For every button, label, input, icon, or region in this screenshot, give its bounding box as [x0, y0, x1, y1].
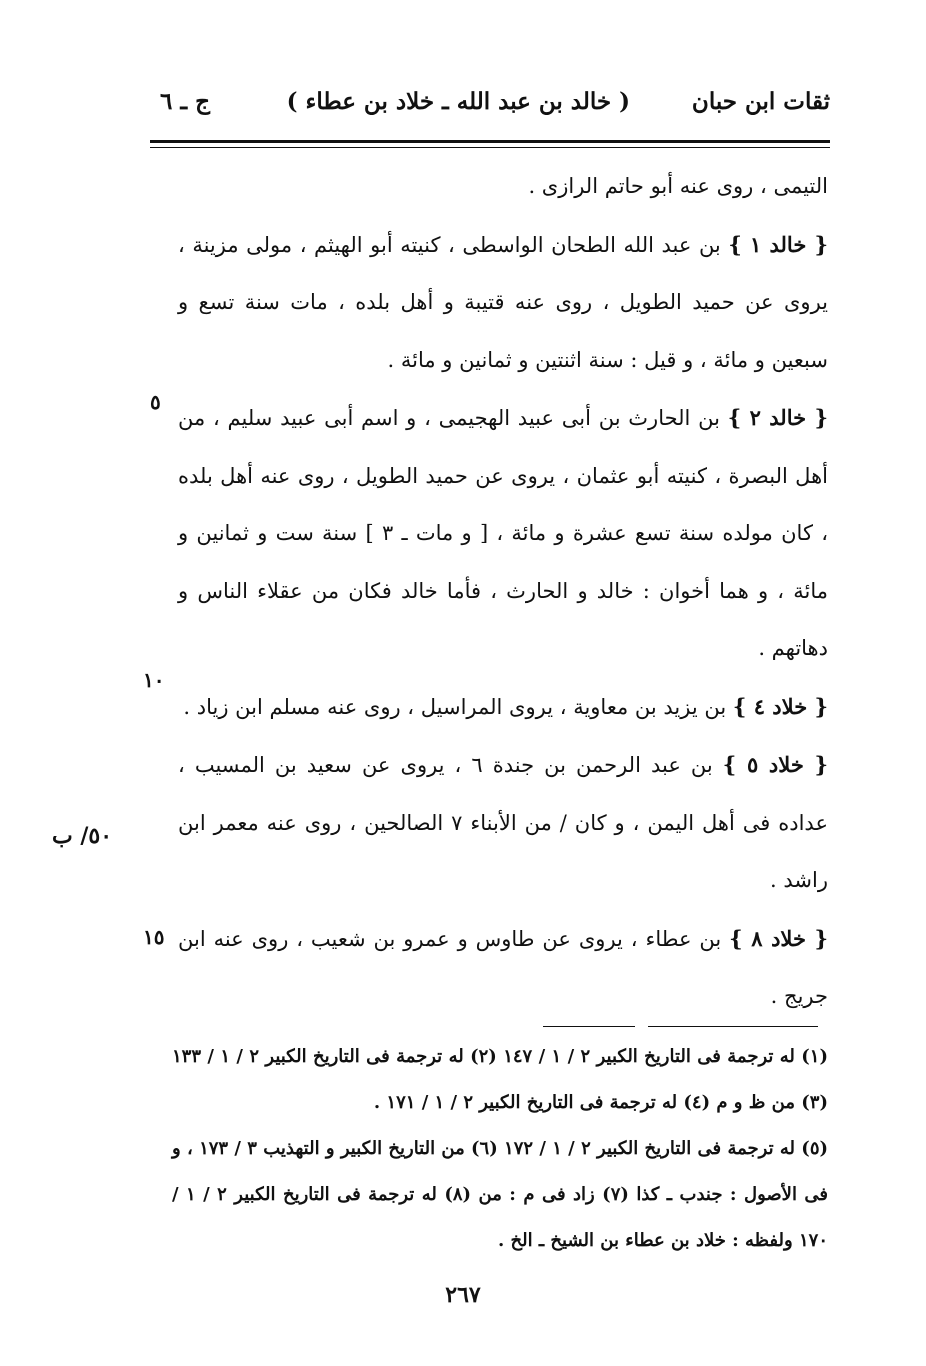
entry-heading: { خلاد ٥ }: [722, 752, 828, 777]
main-text: [178, 158, 828, 1026]
footnote-rule-2: [648, 1026, 818, 1027]
entry-text: بن عبد الله الطحان الواسطى ، كنيته أبو الهيثم ، مولى مزينة ، يروى عن حميد الطويل ، روى عنه قتيبة و أهل بلده ، مات سنة تسع و سبعين و مائة ، و قيل : سنة اثنتين و ثمانين و مائة .: [178, 232, 828, 372]
header-volume: ج ـ ٦: [160, 88, 210, 115]
footnote-rule-1: [543, 1026, 635, 1027]
footnotes: [172, 1034, 828, 1264]
entry-heading: { خالد ١ }: [728, 231, 828, 257]
entry-heading: { خالد ٢ }: [727, 405, 828, 430]
entry-text: بن عبد الرحمن بن جندة ٦ ، يروى عن سعيد بن المسيب ، عداده فى أهل اليمن ، و كان / من الأبناء ٧ الصالحين ، روى عنه معمر ابن راشد .: [178, 753, 828, 892]
entry-text: بن الحارث بن أبى عبيد الهجيمى ، و اسم أبى عبيد سليم ، من أهل البصرة ، كنيته أبو عثمان ، يروى عن حميد الطويل ، روى عنه أهل بلده ، كان مولده سنة تسع عشرة و مائة ، [ و مات ـ ٣ ] سنة ست و ثمانين و مائة ، و هما أخوان : خالد و الحارث ، فأما خالد فكان من عقلاء الناس و دهاتهم .: [178, 406, 828, 660]
entry-heading: { خلاد ٤ }: [732, 693, 828, 719]
line-number-10: ١٠: [143, 668, 165, 692]
entry-khalid-1: [178, 216, 828, 390]
header-rule-thick: [150, 140, 830, 143]
footnote-block-1: (١) له ترجمة فى التاريخ الكبير ٢ / ١ / ١٤٧ (٢) له ترجمة فى التاريخ الكبير ٢ / ١ / ١٣٣ (٣) من ظ و م (٤) له ترجمة فى التاريخ الكبير ٢ / ١ / ١٧١ .: [172, 1046, 828, 1113]
running-header: [150, 88, 830, 128]
entry-heading: { خلاد ٨ }: [729, 925, 828, 951]
line-number-15: ١٥: [143, 925, 165, 949]
header-book-title: ثقات ابن حبان: [691, 88, 830, 115]
entry-khallad-8: [178, 910, 828, 1026]
header-entry-range: ( خالد بن عبد الله ـ خلاد بن عطاء ): [286, 88, 630, 115]
continuation-paragraph: التيمى ، روى عنه أبو حاتم الرازى .: [528, 174, 828, 198]
entry-khalid-2: [178, 389, 828, 678]
entry-text: بن يزيد بن معاوية ، يروى المراسيل ، روى عنه مسلم ابن زياد .: [183, 694, 727, 719]
footnote-block-2: (٥) له ترجمة فى التاريخ الكبير ٢ / ١ / ١٧٢ (٦) من التاريخ الكبير و التهذيب ٣ / ١٧٣ ، و فى الأصول : جندب ـ كذا (٧) زاد فى م : من (٨) له ترجمة فى التاريخ الكبير ٢ / ١ / ١٧٠ ولفظه : خلاد بن عطاء بن الشيخ ـ الخ .: [172, 1138, 829, 1251]
entry-text: بن عطاء ، يروى عن طاوس و عمرو بن شعيب ، روى عنه ابن جريج .: [178, 926, 828, 1008]
line-number-5: ٥: [150, 390, 161, 414]
entry-khallad-4: [178, 678, 828, 737]
page-number: ٢٦٧: [445, 1282, 481, 1308]
manuscript-folio-note: ٥٠/ ب: [52, 823, 113, 849]
header-rule-thin: [150, 147, 830, 148]
entry-khallad-5: [178, 736, 828, 910]
